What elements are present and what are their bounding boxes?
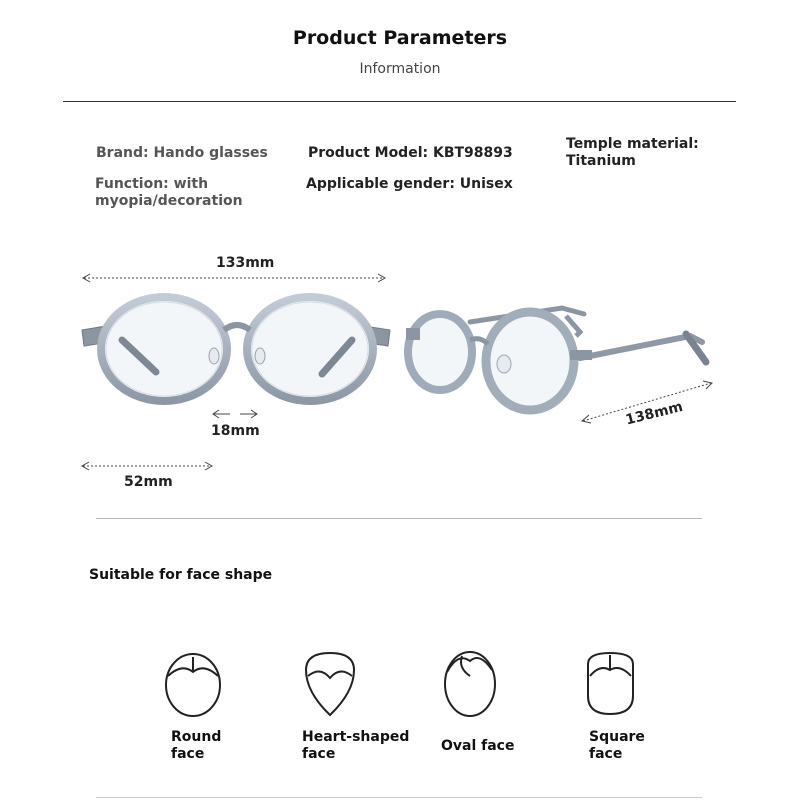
spec-model: Product Model: KBT98893 xyxy=(308,145,513,161)
round-face-icon xyxy=(166,654,220,716)
face-label-square xyxy=(589,729,645,763)
spec-temple-line2: Titanium xyxy=(566,153,636,169)
face-section-heading: Suitable for face shape xyxy=(89,567,273,583)
face-label-square-line2: face xyxy=(589,746,623,762)
spec-gender: Applicable gender: Unisex xyxy=(306,176,513,192)
lens-width-label: 52mm xyxy=(124,474,173,490)
page-title: Product Parameters xyxy=(292,27,508,49)
heart-shaped-face-icon xyxy=(306,653,354,715)
page-subtitle: Information xyxy=(359,61,441,77)
face-label-oval xyxy=(441,738,514,755)
temple-length-label: 138mm xyxy=(624,398,685,429)
face-label-round-line1: Round xyxy=(171,729,222,745)
spec-function-line2: myopia/decoration xyxy=(95,193,243,209)
face-label-heart xyxy=(302,729,409,763)
spec-temple-line1: Temple material: xyxy=(566,136,699,152)
face-label-round xyxy=(171,729,221,763)
bridge-width-label: 18mm xyxy=(211,423,260,439)
spec-brand: Brand: Hando glasses xyxy=(96,145,268,161)
footer-divider xyxy=(96,797,702,798)
oval-face-icon xyxy=(445,652,495,716)
face-label-round-line2: face xyxy=(171,746,205,762)
face-label-heart-line1: Heart-shaped xyxy=(302,729,410,745)
spec-function-line1: Function: with xyxy=(95,176,209,192)
face-label-heart-line2: face xyxy=(302,746,336,762)
frame-width-label: 133mm xyxy=(216,255,275,271)
face-label-oval-line1: Oval face xyxy=(441,738,515,754)
square-face-icon xyxy=(588,653,633,714)
face-label-square-line1: Square xyxy=(589,729,645,745)
